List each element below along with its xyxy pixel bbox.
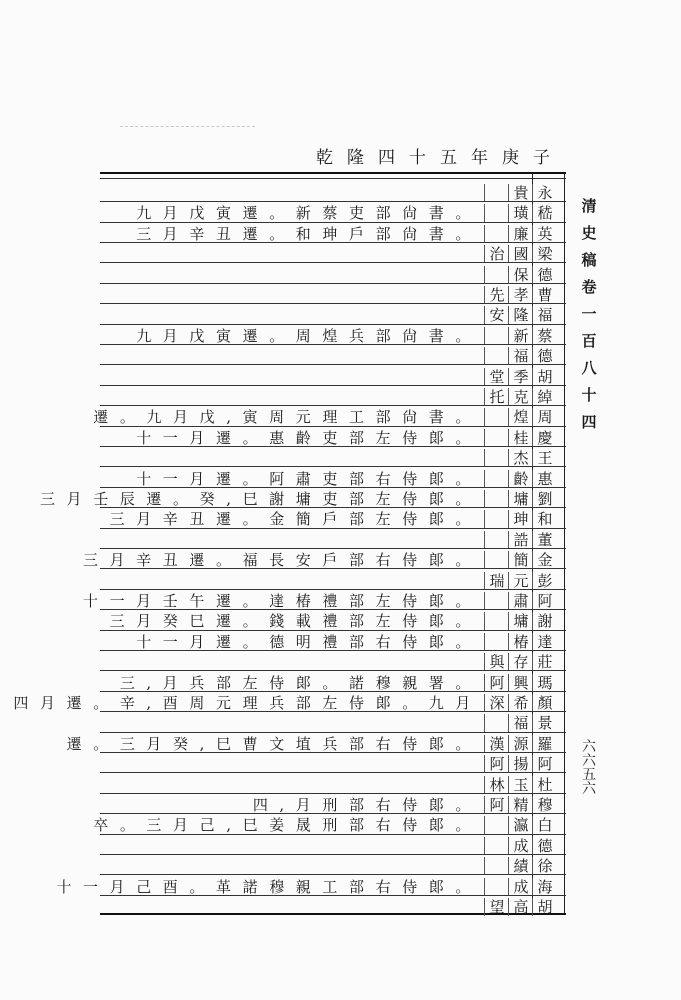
name-char: 齡 bbox=[510, 467, 532, 491]
name-char: 煌 bbox=[510, 405, 532, 429]
side-title: 清史稿卷一百八十四 bbox=[581, 197, 597, 431]
record-text: 十一月遷。德明禮部右侍郞。 bbox=[136, 632, 482, 651]
table-row bbox=[100, 895, 566, 919]
name-char: 季 bbox=[510, 365, 532, 389]
record-text: 四,月刑部右侍郞。 bbox=[252, 796, 482, 814]
name-char: 與 bbox=[486, 650, 508, 674]
name-char: 成 bbox=[510, 875, 532, 899]
record-text: 四月遷。辛,酉周元理兵部左侍郞。九月 bbox=[13, 694, 482, 712]
name-char: 和 bbox=[534, 507, 556, 531]
name-char: 阿 bbox=[486, 752, 508, 776]
record-text: 三月辛丑遷。和珅戶部尙書。 bbox=[136, 224, 482, 243]
name-char: 白 bbox=[534, 813, 556, 837]
name-char: 肅 bbox=[510, 589, 532, 613]
name-char: 海 bbox=[534, 875, 556, 899]
name-char: 王 bbox=[534, 446, 556, 470]
name-char: 璜 bbox=[510, 201, 532, 225]
table-top-rule-inner bbox=[100, 178, 566, 179]
name-char: 廉 bbox=[510, 222, 532, 246]
name-char: 保 bbox=[510, 263, 532, 287]
name-char: 惠 bbox=[534, 467, 556, 491]
name-char: 嵇 bbox=[534, 201, 556, 225]
name-char: 杜 bbox=[534, 773, 556, 797]
name-char: 玉 bbox=[510, 773, 532, 797]
name-char: 慶 bbox=[534, 426, 556, 450]
name-char: 墉 bbox=[510, 487, 532, 511]
name-char: 阿 bbox=[534, 589, 556, 613]
name-char: 董 bbox=[534, 528, 556, 552]
page-header: 乾隆四十五年庚子 bbox=[316, 148, 564, 168]
page-number: 六六五六 bbox=[582, 739, 596, 797]
record-text: 十一月己酉。革諾穆親工部右侍郞。 bbox=[56, 877, 482, 896]
name-char: 國 bbox=[510, 242, 532, 266]
name-char: 德 bbox=[534, 834, 556, 858]
name-char: 簡 bbox=[510, 548, 532, 572]
name-char: 穆 bbox=[534, 793, 556, 817]
name-char: 績 bbox=[510, 854, 532, 878]
name-char: 孝 bbox=[510, 283, 532, 307]
name-char: 墉 bbox=[510, 609, 532, 633]
record-text: 三月癸巳遷。錢載禮部左侍郞。 bbox=[109, 612, 482, 631]
name-char: 景 bbox=[534, 711, 556, 735]
name-char: 瑪 bbox=[534, 671, 556, 695]
name-char: 林 bbox=[486, 773, 508, 797]
name-char: 羅 bbox=[534, 732, 556, 756]
name-char: 周 bbox=[534, 405, 556, 429]
name-char: 安 bbox=[486, 303, 508, 327]
name-char: 桂 bbox=[510, 426, 532, 450]
name-char: 瑞 bbox=[486, 569, 508, 593]
name-char: 曹 bbox=[534, 283, 556, 307]
name-char: 先 bbox=[486, 283, 508, 307]
name-char: 堂 bbox=[486, 365, 508, 389]
name-char: 阿 bbox=[534, 752, 556, 776]
record-text: 三月辛丑遷。金簡戶部左侍郞。 bbox=[109, 510, 482, 529]
record-text: 遷。九月戊,寅周元理工部尙書。 bbox=[93, 408, 482, 427]
name-char: 德 bbox=[534, 263, 556, 287]
name-char: 揚 bbox=[510, 752, 532, 776]
name-char: 存 bbox=[510, 650, 532, 674]
name-char: 杰 bbox=[510, 446, 532, 470]
name-char: 梁 bbox=[534, 242, 556, 266]
record-text: 三,月兵部左侍郞。諾穆親署。 bbox=[119, 673, 482, 692]
name-char: 精 bbox=[510, 793, 532, 817]
record-text: 遷。三月癸,巳曹文埴兵部右侍郞。 bbox=[66, 734, 482, 753]
record-text: 九月戊寅遷。新蔡吏部尙書。 bbox=[136, 204, 482, 223]
name-char: 莊 bbox=[534, 650, 556, 674]
top-ornament bbox=[120, 126, 255, 127]
record-text: 十一月壬午遷。達椿禮部左侍郞。 bbox=[82, 592, 482, 610]
name-char: 高 bbox=[510, 895, 532, 919]
ministers-table bbox=[13, 173, 566, 916]
record-text: 十一月遷。惠齡吏部左侍郞。 bbox=[136, 428, 482, 447]
name-char: 劉 bbox=[534, 487, 556, 511]
name-char: 椿 bbox=[510, 630, 532, 654]
name-char: 德 bbox=[534, 344, 556, 368]
name-char: 興 bbox=[510, 671, 532, 695]
name-char: 克 bbox=[510, 385, 532, 409]
name-char: 漢 bbox=[486, 732, 508, 756]
name-char: 托 bbox=[486, 385, 508, 409]
name-char: 隆 bbox=[510, 303, 532, 327]
name-char: 福 bbox=[510, 344, 532, 368]
name-char: 綽 bbox=[534, 385, 556, 409]
name-char: 治 bbox=[486, 242, 508, 266]
name-char: 瀛 bbox=[510, 813, 532, 837]
name-char: 貴 bbox=[510, 181, 532, 205]
name-char: 福 bbox=[534, 303, 556, 327]
name-char: 永 bbox=[534, 181, 556, 205]
name-char: 成 bbox=[510, 834, 532, 858]
name-char: 彭 bbox=[534, 569, 556, 593]
name-char: 阿 bbox=[486, 671, 508, 695]
record-text: 卒。三月己,巳姜晟刑部右侍郞。 bbox=[93, 816, 482, 835]
name-char: 達 bbox=[534, 630, 556, 654]
record-text: 三月辛丑遷。福長安戶部右侍郞。 bbox=[82, 551, 482, 570]
record-text: 九月戊寅遷。周煌兵部尙書。 bbox=[136, 326, 482, 345]
name-char: 謝 bbox=[534, 609, 556, 633]
name-char: 深 bbox=[486, 691, 508, 715]
name-char: 金 bbox=[534, 548, 556, 572]
name-char: 珅 bbox=[510, 507, 532, 531]
name-char: 福 bbox=[510, 711, 532, 735]
name-char: 胡 bbox=[534, 365, 556, 389]
name-char: 源 bbox=[510, 732, 532, 756]
record-text: 三月壬辰遷。癸,巳謝墉吏部左侍郞。 bbox=[40, 490, 482, 508]
name-char: 希 bbox=[510, 691, 532, 715]
table-top-rule bbox=[100, 172, 566, 174]
name-char: 徐 bbox=[534, 854, 556, 878]
record-text: 十一月遷。阿肅吏部右侍郞。 bbox=[136, 469, 482, 488]
name-char: 誥 bbox=[510, 528, 532, 552]
name-char: 顏 bbox=[534, 691, 556, 715]
name-char: 元 bbox=[510, 569, 532, 593]
name-char: 新 bbox=[510, 324, 532, 348]
name-char: 蔡 bbox=[534, 324, 556, 348]
name-char: 胡 bbox=[534, 895, 556, 919]
name-char: 英 bbox=[534, 222, 556, 246]
name-char: 望 bbox=[486, 895, 508, 919]
name-char: 阿 bbox=[486, 793, 508, 817]
